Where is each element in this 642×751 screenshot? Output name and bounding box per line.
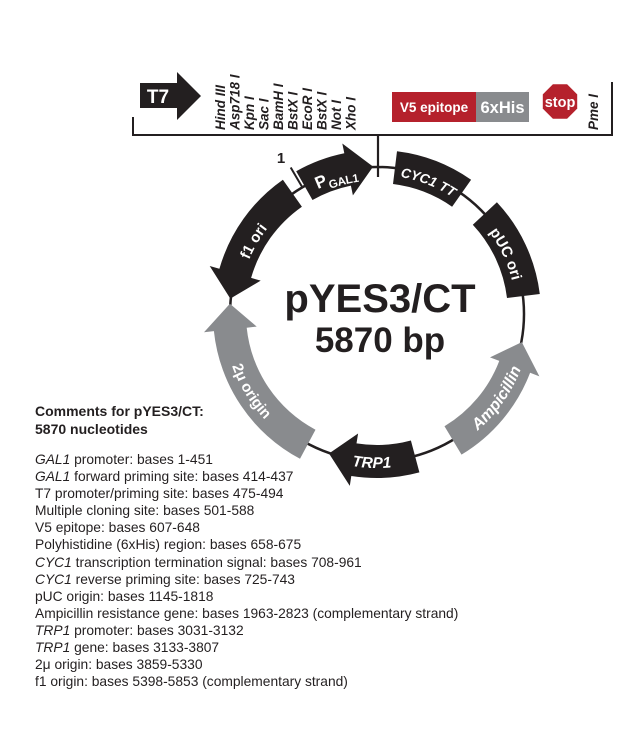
restriction-site-label: Hind III <box>213 85 228 130</box>
restriction-site-label: BamH I <box>271 83 286 130</box>
feature-label-f1-ori: f1 ori <box>237 220 271 262</box>
comment-line: 2μ origin: bases 3859-5330 <box>35 657 203 673</box>
restriction-site-label: Not I <box>329 100 344 130</box>
comment-line: T7 promoter/priming site: bases 475-494 <box>35 486 284 502</box>
t7-label: T7 <box>146 87 170 108</box>
restriction-site-label: BstX I <box>314 91 330 130</box>
comment-line: Polyhistidine (6xHis) region: bases 658-675 <box>35 537 302 553</box>
base1-label: 1 <box>276 150 286 167</box>
restriction-site-label: Kpn I <box>242 96 257 130</box>
comment-line: CYC1 reverse priming site: bases 725-743 <box>35 571 295 587</box>
restriction-site-label: Xho I <box>343 97 359 130</box>
his-tag-label: 6xHis <box>480 99 525 117</box>
comment-line: TRP1 promoter: bases 3031-3132 <box>35 622 244 638</box>
feature-label-2u-origin: 2μ origin <box>228 361 275 423</box>
feature-label-ampicillin: Ampicillin <box>468 363 525 434</box>
comments-list <box>35 451 595 690</box>
feature-label-pgal1: $P_{GAL1}$ <box>311 170 360 193</box>
comment-line: Multiple cloning site: bases 501-588 <box>35 503 255 519</box>
mcs-bracket-line <box>133 82 612 135</box>
stop-label: stop <box>544 95 576 111</box>
comment-line: GAL1 forward priming site: bases 414-437 <box>35 469 294 485</box>
plasmid-size: 5870 bp <box>314 321 446 360</box>
comment-line: f1 origin: bases 5398-5853 (complementary strand) <box>35 674 348 690</box>
pme-site-label: Pme I <box>586 93 601 130</box>
comment-line: GAL1 promoter: bases 1-451 <box>35 452 213 467</box>
plasmid-name: pYES3/CT <box>284 277 476 321</box>
restriction-site-label: EcoR I <box>300 87 315 130</box>
comments-title: Comments for pYES3/CT: <box>35 403 204 419</box>
comments-subtitle: 5870 nucleotides <box>35 420 148 437</box>
v5-epitope-label: V5 epitope <box>399 100 469 115</box>
feature-label-trp1: TRP1 <box>351 453 392 473</box>
feature-band-pgal1 <box>296 144 373 201</box>
comment-line: Ampicillin resistance gene: bases 1963-2823 (complementary strand) <box>35 605 459 621</box>
comment-line: V5 epitope: bases 607-648 <box>35 520 200 536</box>
comments-section <box>35 403 595 690</box>
comment-line: CYC1 transcription termination signal: bases 708-961 <box>35 554 362 570</box>
comment-line: pUC origin: bases 1145-1818 <box>35 588 214 604</box>
restriction-site-label: Asp718 I <box>227 74 243 130</box>
feature-label-puc-ori: pUC ori <box>485 224 525 282</box>
feature-label-cyc1-tt: CYC1 TT <box>399 165 459 200</box>
restriction-site-label: BstX I <box>285 91 301 130</box>
restriction-site-label: Sac I <box>256 98 272 130</box>
comment-line: TRP1 gene: bases 3133-3807 <box>35 640 220 656</box>
restriction-site-labels <box>213 74 359 131</box>
